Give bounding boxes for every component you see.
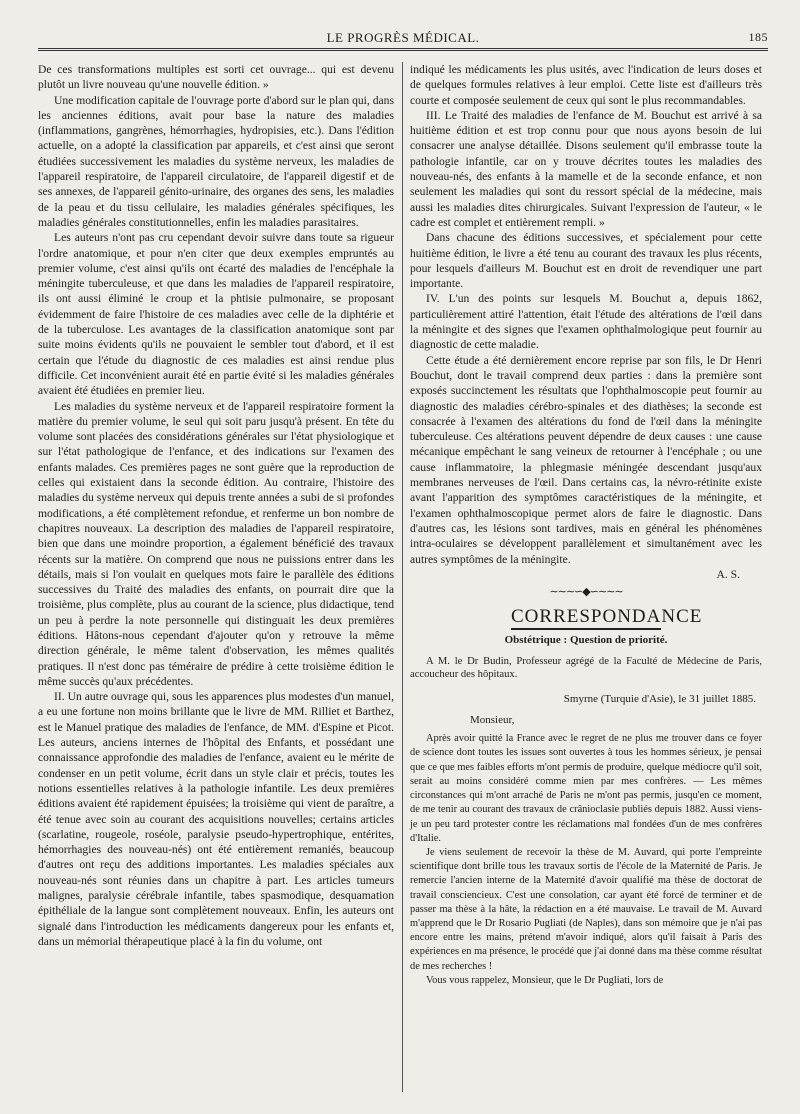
right-column <box>410 62 762 988</box>
section-subtitle: Obstétrique : Question de priorité. <box>504 634 668 647</box>
paragraph: Une modification capitale de l'ouvrage porte d'abord sur le plan qui, dans les anciennes éditions, avait pour base la nature des maladies (inflammations, gangrènes, hémorrhagies, hydropisies, etc.). Dans l'édition actuelle, on a adopté la classification par appareils, et c'est ainsi que seront étudiées successivement les maladies du système nerveux, les maladies de l'appareil respiratoire, de l'appareil circulatoire, de l'appareil digestif et de ses annexes, de l'appareil génito-urinaire, des organes des sens, les maladies de la peau et du tissu cellulaire, les maladies générales spécifiques, les maladies générales constitutionnelles, enfin les maladies parasitaires. <box>38 93 394 229</box>
ornament-divider: ∼∼∼∽◆∽∼∼∼ <box>549 586 623 599</box>
paragraph: IV. L'un des points sur lesquels M. Bouchut a, depuis 1862, particulièrement attiré l'attention, était l'étude des altérations de l'œil dans la méningite et des signes que l'examen ophthalmologique peut fournir au diagnostic de cette maladie. <box>410 292 762 352</box>
letter-salutation: Monsieur, <box>470 713 515 726</box>
letter-paragraph: Vous vous rappelez, Monsieur, que le Dr Pugliati, lors de <box>426 974 664 986</box>
paragraph: II. Un autre ouvrage qui, sous les apparences plus modestes d'un manuel, a eu une fortune non moins brillante que le livre de MM. Rilliet et Barthez, est le Manuel pratique des maladies de l'enfance, de MM. d'Espine et Picot. Les auteurs, anciens internes de l'hôpital des Enfants, et possédant une connaissance approfondie des maladies de l'enfance, avaient eu le mérite de condenser en un petit volume, écrit dans un style clair et précis, toutes les notions essentielles relatives à la pathologie infantile. Les deux premières éditions avaient été rapidement épuisées; la troisième qui vient de paraître, a été tenue avec soin au courant des acquisitions nouvelles; certains articles (scarlatine, rougeole, roséole, paralysie pseudo-hypertrophique, entérites, hémorrhagies des nouveau-nés) ont été entièrement remaniés, beaucoup d'autres ont reçu des additions importantes. Les maladies spéciales aux nouveau-nés sont réunies dans un chapitre à part. Les articles tumeurs malignes, paralysie cérébrale infantile, tabes spasmodique, desquamation épithéliale de la langue sont complètement nouveaux. Enfin, les auteurs ont signalé dans l'introduction les médicaments dangereux pour les enfants et, dans un mémorial thérapeutique placé à la fin du volume, ont <box>38 690 394 948</box>
paragraph: Les auteurs n'ont pas cru cependant devoir suivre dans toute sa rigueur l'ordre anatomique, et pour n'en citer que deux exemples empruntés au premier volume, c'est ainsi qu'ils ont écarté des maladies de l'encéphale la méningite tuberculeuse, et que dans les maladies de l'appareil respiratoire, ils ont aussi éliminé le croup et la phtisie pulmonaire, se proposant évidemment de faire l'histoire de ces maladies avec celle de la diphtérie et de la tuberculose. Les avantages de la classification anatomique sont par suite moins évidents qu'ils ne pouvaient le sembler tout d'abord, et il est certain que l'étude du diagnostic de ces maladies est ainsi rendue plus difficile. Cet inconvénient aurait été en partie évité si les maladies générales avaient été étudiées en premier lieu. <box>38 231 394 398</box>
header-rule <box>38 48 768 51</box>
letter-dateline: Smyrne (Turquie d'Asie), le 31 juillet 1885. <box>563 692 756 705</box>
letter-paragraph: Après avoir quitté la France avec le regret de ne plus me trouver dans ce foyer de science dont toutes les issues sont ouvertes à tous les hommes sérieux, je pensai que ce que mes faibles efforts m'ont permis de produire, quelque médiocre qu'il soit, serait au moins considéré comme mien par mes confrères. — Les mêmes circonstances qui m'ont arraché de Paris ne m'ont pas permis, jusqu'en ce moment, de me tenir au courant des travaux de crânioclasie publiés depuis 1882. Aussi viens-je un peu tard protester contre les réclamations mal fondées d'un de mes confrères d'Italie. <box>410 733 762 844</box>
letter-paragraph: Je viens seulement de recevoir la thèse de M. Auvard, qui porte l'empreinte scientifique dont brille tous les travaux sortis de l'école de la Maternité de Paris. Je remercie l'ancien interne de la Maternité d'avoir qualifié ma thèse de doctorat de travail consciencieux. C'est une consolation, car ayant été forcé de terminer et de passer ma thèse à la hâte, la rédaction en a été mauvaise. Le travail de M. Auvard m'apprend que le Dr Rosario Pugliati (de Naples), dans son mémoire que je n'ai pas encore entre les mains, prétend m'avoir indiqué, alors qu'il faisait à Paris des expériences en ma présence, le procédé que j'ai donné dans ma thèse comme résultat de mes recherches ! <box>410 846 762 972</box>
paragraph: Les maladies du système nerveux et de l'appareil respiratoire forment la matière du premier volume, le seul qui soit paru jusqu'à présent. En tête du volume sont placées des considérations générales sur l'état physiologique et sur l'état pathologique de l'enfance, et des indications sur l'examen des enfants malades. Ces premières pages ne sont guère que la reproduction de celles qui existaient dans la seconde édition. Au contraire, l'histoire des maladies du système nerveux qui depuis trente années a subi de si profondes modifications, a été complètement refondue, et renferme un bon nombre de chapitres nouveaux. La description des maladies de l'appareil respiratoire, bien que dans une moindre proportion, a également bénéficié des travaux récents sur la matière. On comprend que nous ne puissions entrer dans les détails, mais si l'on voulait en quelques mots faire le parallèle des éditions successives du Traité des maladies des enfants, on pourrait dire que la troisième, plus complète, plus au courant de la science, plus didactique, tend un peu à perdre la note personnelle qui distinguait les deux premières éditions. Hâtons-nous cependant d'ajouter qu'on y retrouve la même direction générale, le même talent d'observation, les mêmes qualités pratiques. Il n'est donc pas téméraire de prédire à cette troisième édition le même succès qu'aux précédentes. <box>38 399 394 688</box>
paragraph: De ces transformations multiples est sorti cet ouvrage... qui est devenu plutôt un livre nouveau qu'une nouvelle édition. » <box>38 63 394 92</box>
article-signature: A. S. <box>716 567 740 581</box>
paragraph: Cette étude a été dernièrement encore reprise par son fils, le Dr Henri Bouchut, dont le travail comprend deux parties : dans la première sont exposés succinctement les résultats que l'ophthalmoscopie peut fournir au diagnostic des maladies cérébro-spinales et des diathèses; la seconde est consacrée à l'examen des altérations du fond de l'œil dans la méningite tuberculeuse. Ces altérations peuvent dépendre de deux causes : une cause mécanique empêchant le sang veineux de retourner à l'encéphale ; ou une cause inflammatoire, la phlegmasie méningée descendant jusqu'aux membranes nerveuses de l'œil. Dans certains cas, la névro-rétinite existe avant l'apparition des symptômes caractéristiques de la méningite, et l'examen ophthalmoscopique permet alors de faire le diagnostic. Dans d'autres cas, les lésions sont tardives, mais en général les phénomènes intra-oculaires se développent parallèlement et simultanément avec les autres symptômes de la méningite. <box>410 353 762 566</box>
letter-address: A M. le Dr Budin, Professeur agrégé de la Faculté de Médecine de Paris, accoucheur des hôpitaux. <box>410 655 762 681</box>
column-divider <box>402 62 403 1092</box>
page-header <box>38 30 768 48</box>
left-column <box>38 62 394 949</box>
journal-title: LE PROGRÈS MÉDICAL. <box>326 30 480 45</box>
section-title: CORRESPONDANCE <box>511 606 661 630</box>
page-number: 185 <box>748 30 768 44</box>
paragraph: indiqué les médicaments les plus usités, avec l'indication de leurs doses et de quelques formules relatives à leur emploi. Cette liste est d'ailleurs très courte et composée seulement de ceux qui sont le plus recommandables. <box>410 63 762 107</box>
paragraph: Dans chacune des éditions successives, et spécialement pour cette huitième édition, le livre a été tenu au courant des travaux les plus récents, pour lesquels d'ailleurs M. Bouchut est en droit de revendiquer une part importante. <box>410 231 762 291</box>
paragraph: III. Le Traité des maladies de l'enfance de M. Bouchut est arrivé à sa huitième édition et est trop connu pour que nous ayons besoin de lui consacrer une analyse détaillée. Disons seulement qu'il embrasse toute la pathologie infantile, car on y trouve décrites toutes les maladies des nouveau-nés, des enfants à la mamelle et de la seconde enfance, et non seulement les maladies qui sont du ressort spécial de la médecine, mais aussi les maladies dites chirurgicales. Suivant l'expression de l'auteur, « le cadre est complet et entièrement rempli. » <box>410 108 762 229</box>
